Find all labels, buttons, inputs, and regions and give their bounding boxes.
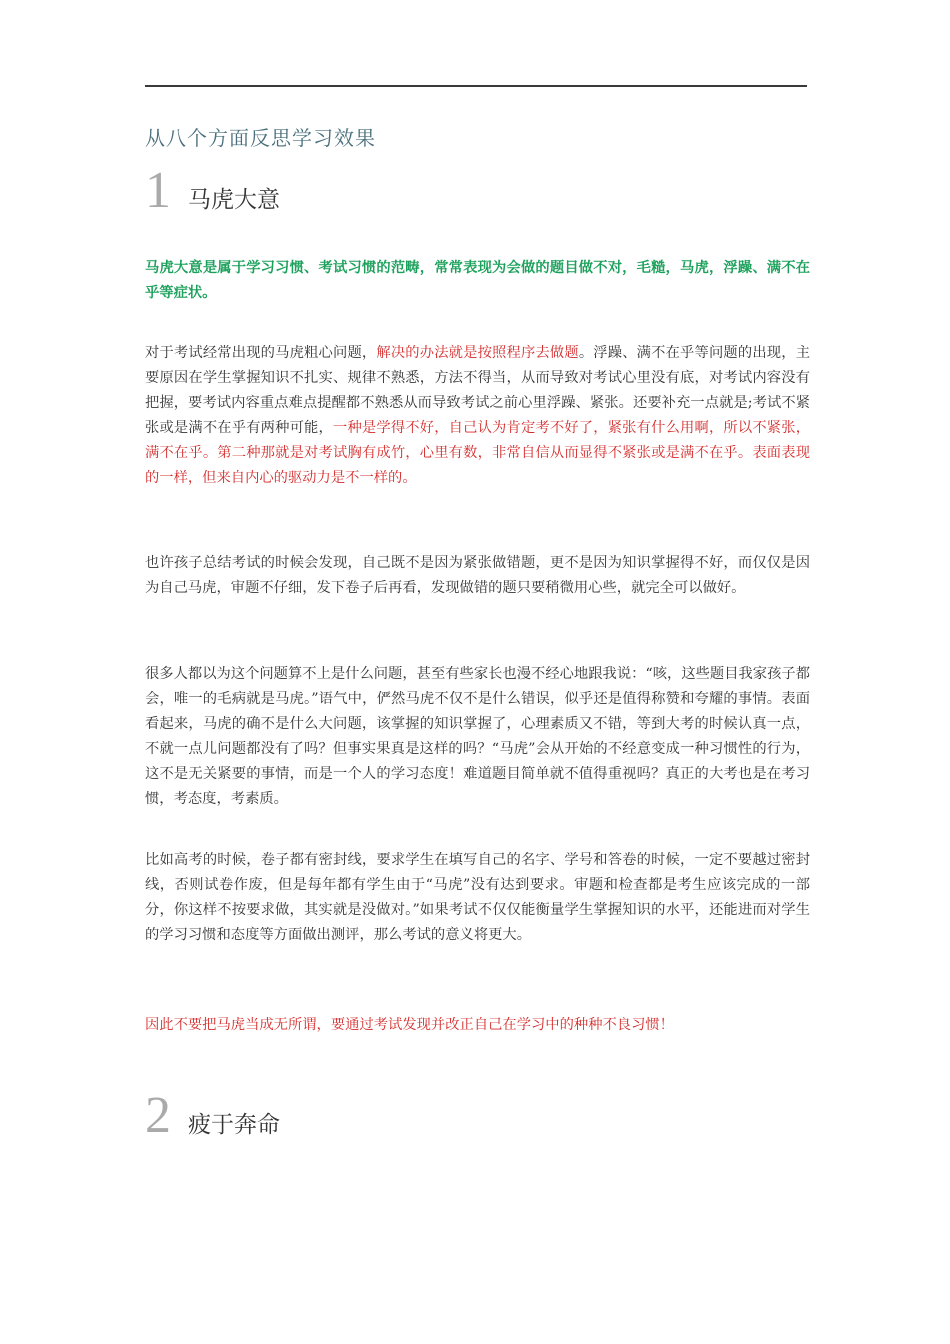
section-number: 2: [145, 1087, 171, 1144]
text-run: 对于考试经常出现的马虎粗心问题，: [145, 345, 377, 361]
section-title: 马虎大意: [188, 187, 280, 213]
highlight-text: 一种是学得不好，自己认为肯定考不好了，紧张有什么用啊，所以不紧张，满不在乎。第二种那就是对考试胸有成竹，心里有数，非常自信从而显得不紧张或是满不在乎。表面表现的一样，但来自内心的驱动力是不一样的。: [145, 420, 810, 486]
section-title: 疲于奔命: [188, 1112, 280, 1138]
summary-paragraph: 马虎大意是属于学习习惯、考试习惯的范畴，常常表现为会做的题目做不对，毛糙，马虎，浮躁、满不在乎等症状。: [145, 260, 810, 301]
section-number: 1: [145, 162, 171, 219]
paragraph-causes: [145, 341, 810, 491]
text-run: 。浮躁、满不在乎等问题的出现，主要原因在学生掌握知识不扎实、规律不熟悉，方法不得当，从而导致对考试心里没有底，对考试内容没有把握，要考试内容重点难点提醒都不熟悉从而导致考试之前心里浮躁、紧张。还要补充一点就是;考试不紧张或是满不在乎有两种可能，: [145, 345, 811, 436]
conclusion-paragraph: 因此不要把马虎当成无所谓，要通过考试发现并改正自己在学习中的种种不良习惯！: [145, 1017, 674, 1033]
top-rule: [145, 85, 807, 87]
highlight-text: 解决的办法就是按照程序去做题: [376, 345, 579, 361]
paragraph-attitude: 很多人都以为这个问题算不上是什么问题，甚至有些家长也漫不经心地跟我说：“咳，这些题目我家孩子都会，唯一的毛病就是马虎。”语气中，俨然马虎不仅不是什么错误，似乎还是值得称赞和夸耀的事情。表面看起来，马虎的确不是什么大问题，该掌握的知识掌握了，心理素质又不错，等到大考的时候认真一点，不就一点儿问题都没有了吗？但事实果真是这样的吗？“马虎”会从开始的不经意变成一种习惯性的行为，这不是无关紧要的事情，而是一个人的学习态度！难道题目简单就不值得重视吗？真正的大考也是在考习惯，考态度，考素质。: [145, 666, 810, 807]
section-heading-2: [145, 1087, 280, 1144]
paragraph-reflection: 也许孩子总结考试的时候会发现，自己既不是因为紧张做错题，更不是因为知识掌握得不好，而仅仅是因为自己马虎，审题不仔细，发下卷子后再看，发现做错的题只要稍微用心些，就完全可以做好。: [145, 555, 810, 596]
paragraph-example: 比如高考的时候，卷子都有密封线，要求学生在填写自己的名字、学号和答卷的时候，一定不要越过密封线，否则试卷作废，但是每年都有学生由于“马虎”没有达到要求。审题和检查都是考生应该完成的一部分，你这样不按要求做，其实就是没做对。”如果考试不仅仅能衡量学生掌握知识的水平，还能进而对学生的学习习惯和态度等方面做出测评，那么考试的意义将更大。: [145, 852, 810, 943]
page-title: 从八个方面反思学习效果: [145, 126, 376, 150]
section-heading-1: [145, 162, 280, 219]
